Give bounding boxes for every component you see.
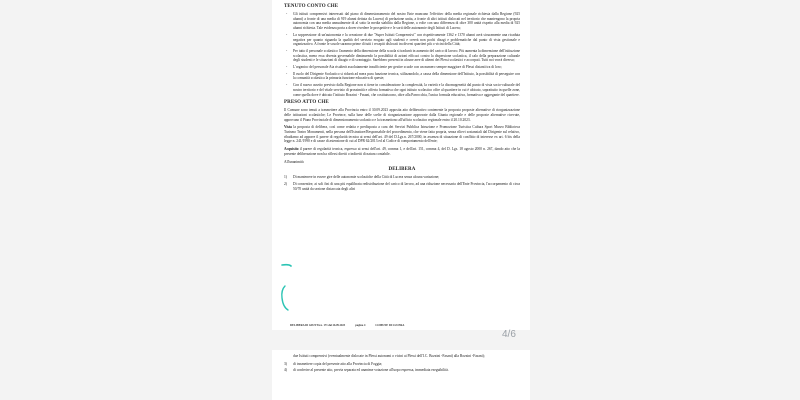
footer-page: pagina 4 xyxy=(355,324,366,327)
item-text: di trasmettere copia del presente atto alla Provincia di Foggia; xyxy=(293,361,383,366)
page-counter: 4/6 xyxy=(502,329,516,340)
document-page-5 xyxy=(272,350,530,400)
acquisito-text: il parere di regolarità tecnica, espresso ai sensi dell'art. 49, comma 1, e dell'art. 151, comma 4, del D. Lgs. 18 agosto 2000 n. 267, dando atto che la presente deliberazione non ha riflessi diretti o indiretti di natura contabile. xyxy=(284,147,521,156)
item-number: 1) xyxy=(284,175,287,180)
item-text: di conferire al presente atto, previa separata ed unanime votazione all'uopo espressa, immediata eseguibilità. xyxy=(293,368,449,373)
list-item: - La soppressione di un'autonomia e la creazione di due "Super Istituti Comprensivi" con rispettivamente 1362 e 1370 alunni avrà sicuramente una ricaduta negativa per quanto riguarda la qualità del servizio erogato agli studenti e creerà non pochi disagi e problematiche dal punto di vista gestionale e organizzativo. A fronte le scuole saranno prime di tutti i recapiti dislocati tra diversi quartieri più o vicini della Città; xyxy=(284,33,520,47)
delibera-list-continued xyxy=(284,362,520,373)
list-item xyxy=(284,362,520,367)
delibera-list xyxy=(284,175,520,191)
page-content xyxy=(284,2,520,193)
list-item: - Per tutto il personale scolastico l'aumento della dimensione della scuola si tradurrà in aumento del carico di lavoro. Più aumenta la dimensione dell'istituzione scolastica, meno essa diventa governabile diminuendo la possibilità di azioni efficaci contro la dispersione scolastica, il calo della preparazione culturale degli studenti e le situazioni di disagio e di svantaggio. Sarebbero presenti in alcune aree di alterni dei Plessi scolastici e accorpati. Tutti noi vorrà diverso; xyxy=(284,49,520,63)
footer-left: DELIBERA DI GIUNTA n. 171 del 26.09.2023 xyxy=(290,324,346,327)
vista-text: la proposta di delibera, così come redatta e predisposta a cura dei Servizi Pubblica Istruzione e Promozione Turistica Cultura Sport Museo Biblioteca Turismo Teatro Monumenti, nella persona dell'Istruttore/Responsabile del procedimento, che viene fatta propria, senza rilievi sostanziali dal Dirigente sul relativo, ribadiamo ad apporre il parere di regolarità tecnica ai sensi dell'art. 49 del D.Lgs.n. 267/2000, in assenza di situazione di conflitto di interesse ex art. 6 bis della legge n. 241/1990 e di cause di astensione di cui al DPR 62/2013 ed al Codice di comportamento dell'ente; xyxy=(284,125,520,144)
item-text: Di consentire, ai soli fini di una più equilibrata redistribuzione del carico di lavoro, ad una riduzione necessaria dell'Ente Provincia, l'accorpamento di circa 50/70 unità da sezione distaccata degli altri xyxy=(293,181,520,191)
list-item xyxy=(284,182,520,191)
heading-tenuto-conto: TENUTO CONTO CHE xyxy=(284,4,339,9)
document-page-4 xyxy=(272,0,530,330)
vista-paragraph xyxy=(284,125,520,144)
heading-delibera: DELIBERA xyxy=(388,167,416,173)
item-number: 3) xyxy=(284,361,287,366)
list-item: - Gli istituti comprensivi interessati dal piano di dimensionamento del nostro Ente mancano l'effettivo della media regionale richiesta dalla Regione (925 alunni) a fronte di una media di 919 alunni dettata da Lucera) di prefazione unita, a fronte di altri istituti dislocati nel territorio che mantengono la propria autonomia con una media annualmente di al sotto la media stabilita dalla Regione, a volte con una differenza di oltre 300 unità rispetto alla media di 925 alunni richiesta. Tale evidenza porta a dover rivedere le prospettive e le sorti delle autonomie degli Istituti di Lucera; xyxy=(284,12,520,31)
item-number: 4) xyxy=(284,368,287,373)
tenuto-conto-list xyxy=(284,12,520,97)
list-item xyxy=(284,175,520,180)
item-number: 2) xyxy=(284,181,287,186)
page-content xyxy=(284,354,520,375)
acquisito-lead: Acquisito xyxy=(284,147,299,152)
continued-text: due Istituti comprensivi (eventualmente dislocate in Plessi autonomi o vicini ai Plessi dell'I.C. Bozzini -Fasani) alla Bozzini -Fasani); xyxy=(293,354,485,358)
list-item: - Il ruolo del Dirigente Scolastico si ridurrà ad mera pura funzione tecnica, stilizzandolo, a causa della dimensione dell'Istituto, la possibilità di perseguire con la comunità scolastica la primaria funzione educativa di queste; xyxy=(284,72,520,81)
list-item: - L'organico del personale Ata risulterà assolutamente insufficiente per gestire scuole con un numero sempre maggiore di Plessi distanti tra di loro; xyxy=(284,65,520,70)
unanimity-text: All'unanimità xyxy=(284,159,304,164)
list-item: - Con il nuovo assetto previsto dalla Regione non si tiene in considerazione la complessità, la varietà e la disomogeneità dal punto di vista socio-culturale del nostro territorio e del vitale servizio di prossimità e offerta formativa che ogni istituto scolastico offre al quartiere in cui è ubicato, soprattutto in quelle zone, come quella dove è ubicato l'istituto Bozzini - Fasani, che costituiscono, oltre alla Parrocchia, l'unica formula educativa, formativa e aggregante del quartiere. xyxy=(284,83,520,97)
acquisito-paragraph xyxy=(284,147,520,156)
preso-atto-text: Il Comune sono tenuti a trasmettere alla Provincia entro il 30.09.2023 apposita atto deliberativo contenente la proposta proposte alternative di riorganizzazione delle istituzioni scolastiche; Le Province, sulla base delle scelte di riorganizzazione approvate dalla Giunta regionale e delle proposte alternative ricevute, approvano il Piano Provinciale di dimensionamento scolastico e la trasmettono all'ufficio scolastico regionale entro il 20.10.2023. xyxy=(284,108,520,122)
heading-preso-atto: PRESO ATTO CHE xyxy=(284,100,329,106)
vista-lead: Vista xyxy=(284,125,292,130)
list-item xyxy=(284,368,520,373)
footer-right: COMUNE DI LUCERA xyxy=(375,324,405,327)
page-footer xyxy=(290,324,524,327)
item-text: Di mantenere in essere gire delle autonomie scolastiche della Città di Lucera senza alcuna variazione; xyxy=(293,175,440,180)
